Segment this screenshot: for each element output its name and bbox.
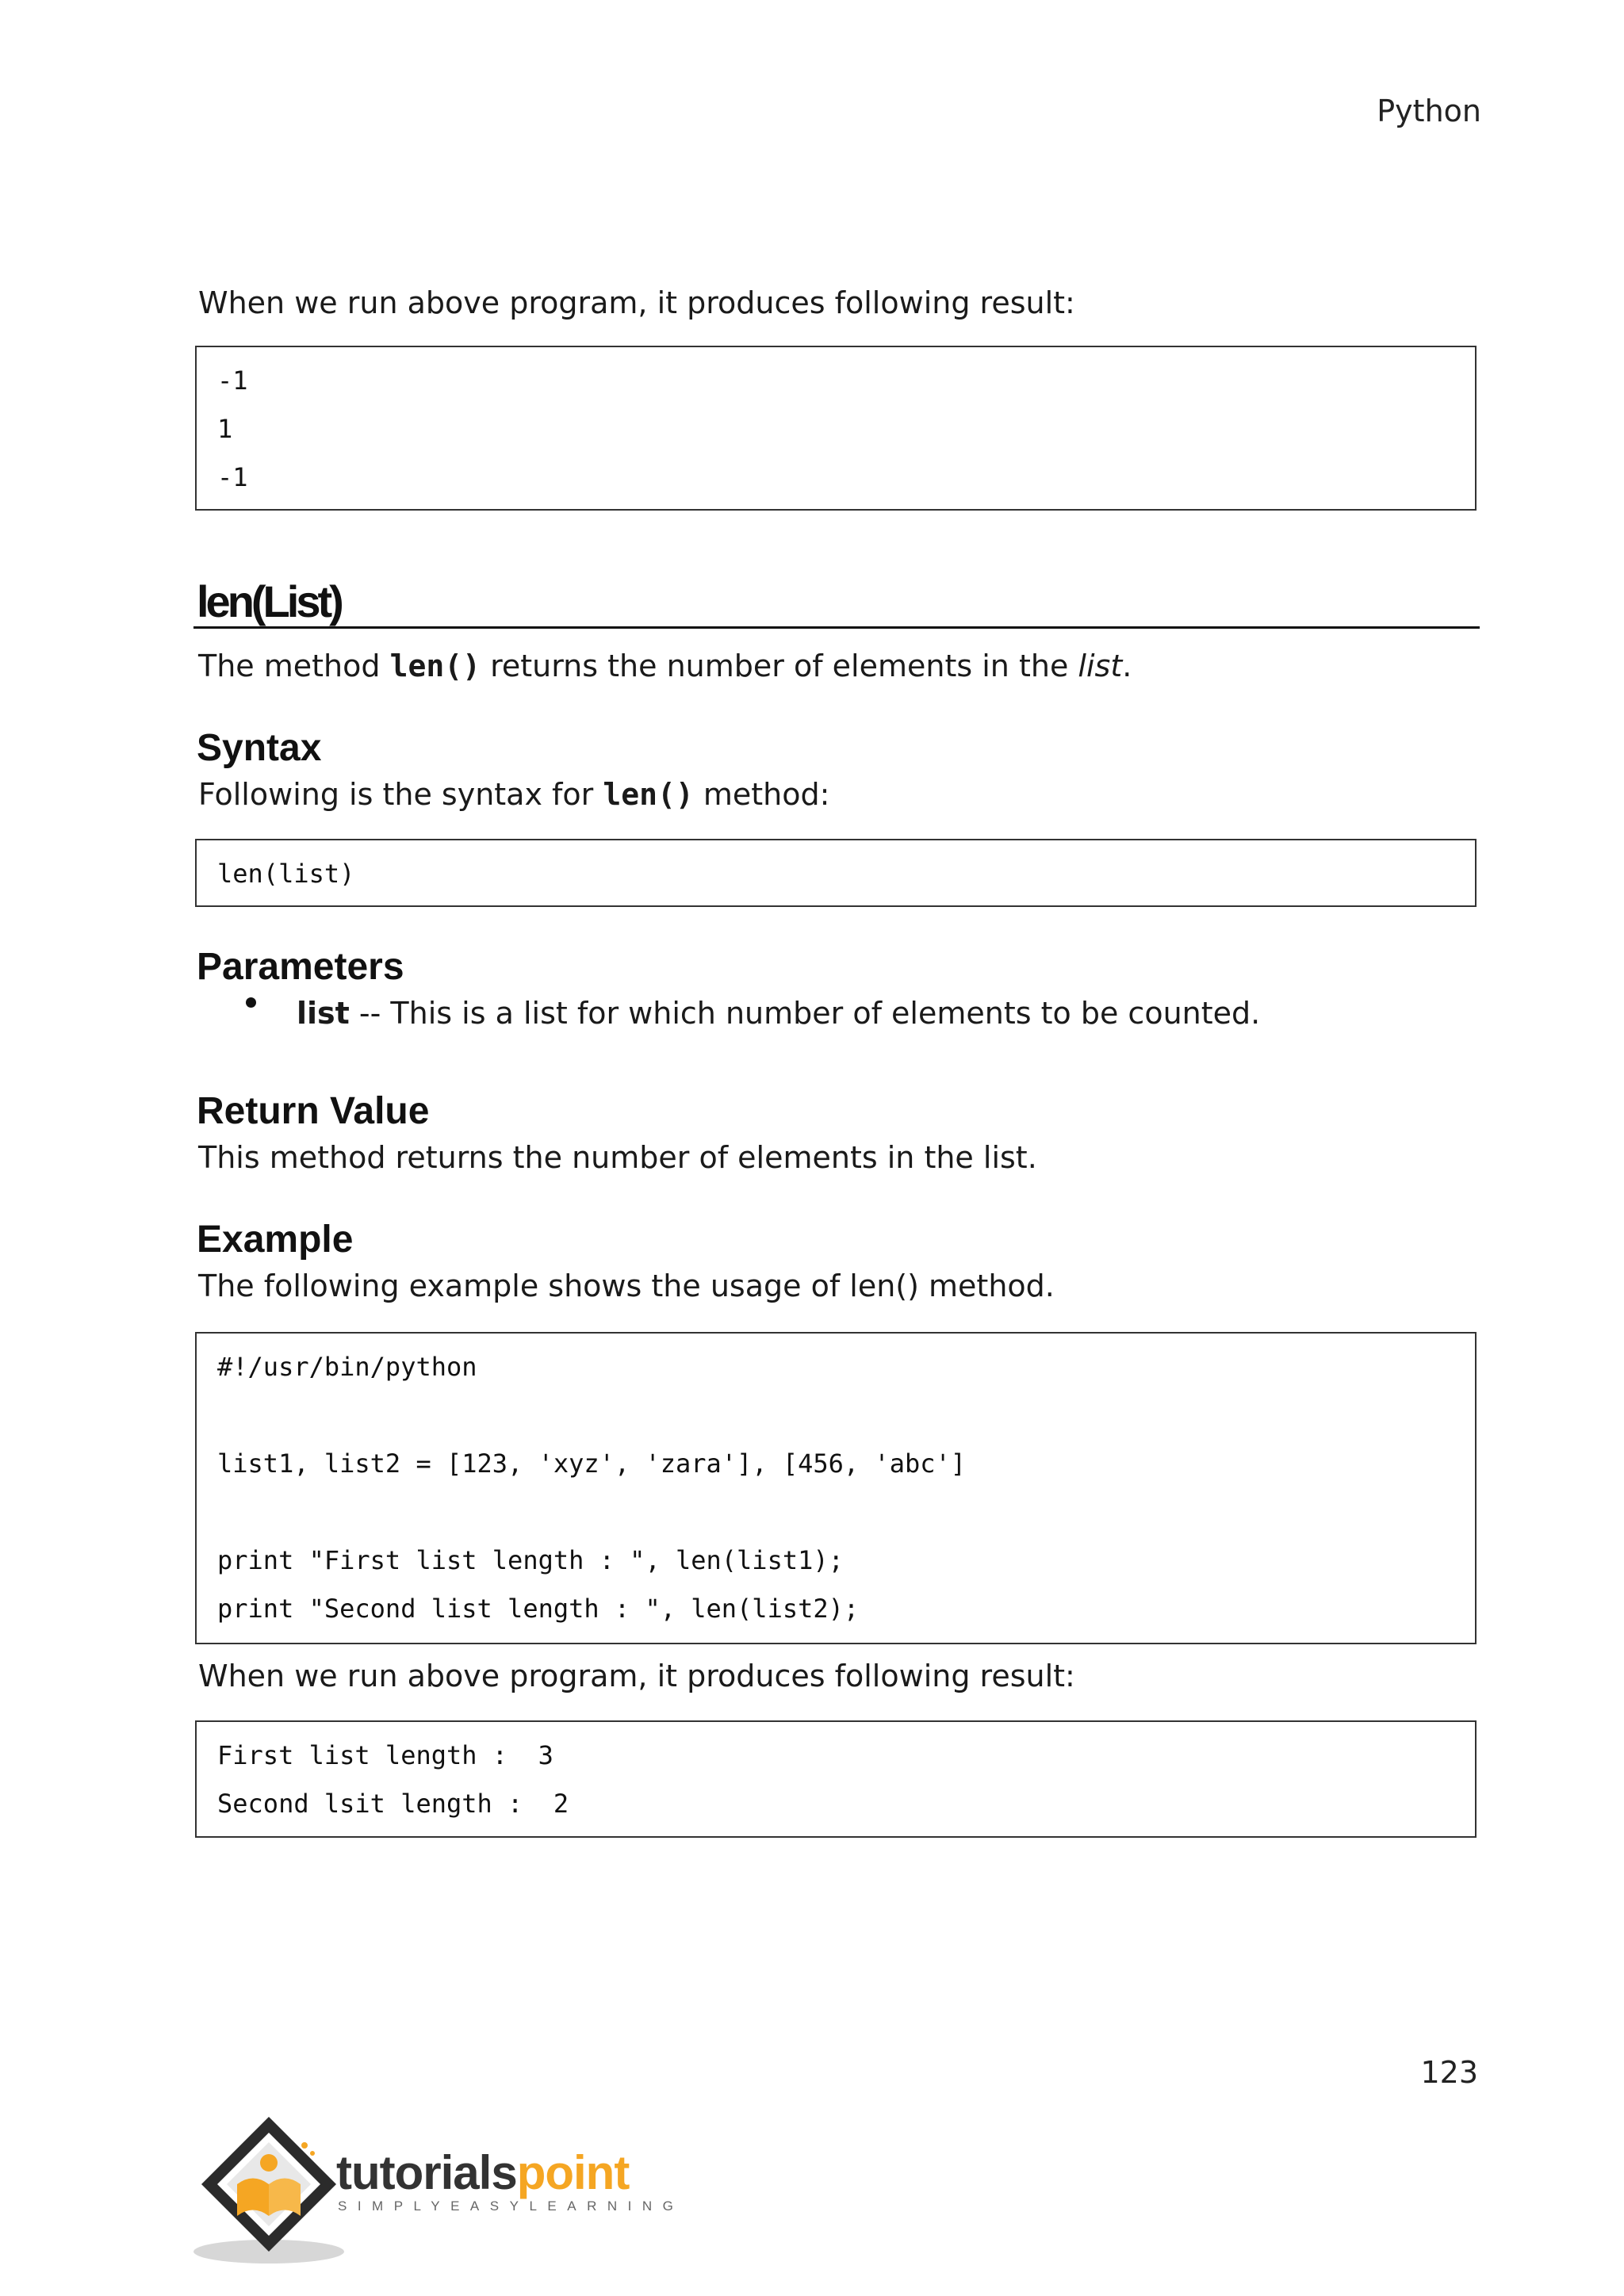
desc-italic: list xyxy=(1078,649,1123,683)
output-line: -1 xyxy=(217,365,248,396)
page-number: 123 xyxy=(1420,2055,1478,2090)
code-line: list1, list2 = [123, 'xyz', 'zara'], [456, 'abc'] xyxy=(217,1448,967,1479)
desc-middle: returns the number of elements in the xyxy=(480,649,1078,683)
logo-wordmark xyxy=(336,2145,629,2200)
return-value-text: This method returns the number of elements in the list. xyxy=(198,1140,1037,1175)
parameters-heading: Parameters xyxy=(197,946,404,988)
section-title-rule xyxy=(193,626,1480,629)
section-description xyxy=(198,647,1132,685)
example-text: The following example shows the usage of len() method. xyxy=(198,1269,1055,1303)
syntax-text-prefix: Following is the syntax for xyxy=(198,777,603,812)
syntax-heading: Syntax xyxy=(197,727,322,769)
intro-result-text: When we run above program, it produces following result: xyxy=(198,285,1075,320)
desc-method: len() xyxy=(389,649,481,683)
return-value-heading: Return Value xyxy=(197,1090,430,1132)
output-line: Second lsit length : 2 xyxy=(217,1789,569,1819)
logo-tagline: SIMPLYEASYLEARNING xyxy=(338,2198,684,2214)
example-heading: Example xyxy=(197,1219,354,1261)
desc-prefix: The method xyxy=(198,649,390,683)
section-title: len(List) xyxy=(197,576,341,626)
parameter-item xyxy=(297,994,1260,1032)
syntax-text-suffix: method: xyxy=(693,777,830,812)
output-line: 1 xyxy=(217,414,233,444)
output-line: -1 xyxy=(217,462,248,492)
logo-word-dark: tutorials xyxy=(336,2146,517,2199)
parameter-desc: -- This is a list for which number of elements to be counted. xyxy=(349,996,1261,1031)
syntax-text-method: len() xyxy=(603,777,694,812)
syntax-code-box xyxy=(195,839,1477,907)
code-line: #!/usr/bin/python xyxy=(217,1352,477,1382)
example-code-box xyxy=(195,1332,1477,1644)
desc-suffix: . xyxy=(1122,649,1132,683)
example-output-box xyxy=(195,1720,1477,1838)
bullet-icon xyxy=(246,997,256,1008)
first-output-box xyxy=(195,346,1477,511)
parameter-name: list xyxy=(297,996,350,1031)
syntax-code: len(list) xyxy=(217,859,355,889)
output-line: First list length : 3 xyxy=(217,1740,553,1770)
running-header: Python xyxy=(1377,94,1481,128)
code-line: print "First list length : ", len(list1); xyxy=(217,1545,844,1575)
example-result-text: When we run above program, it produces following result: xyxy=(198,1659,1075,1693)
code-line: print "Second list length : ", len(list2); xyxy=(217,1594,860,1624)
logo-word-accent: point xyxy=(516,2146,630,2199)
syntax-text xyxy=(198,775,829,813)
